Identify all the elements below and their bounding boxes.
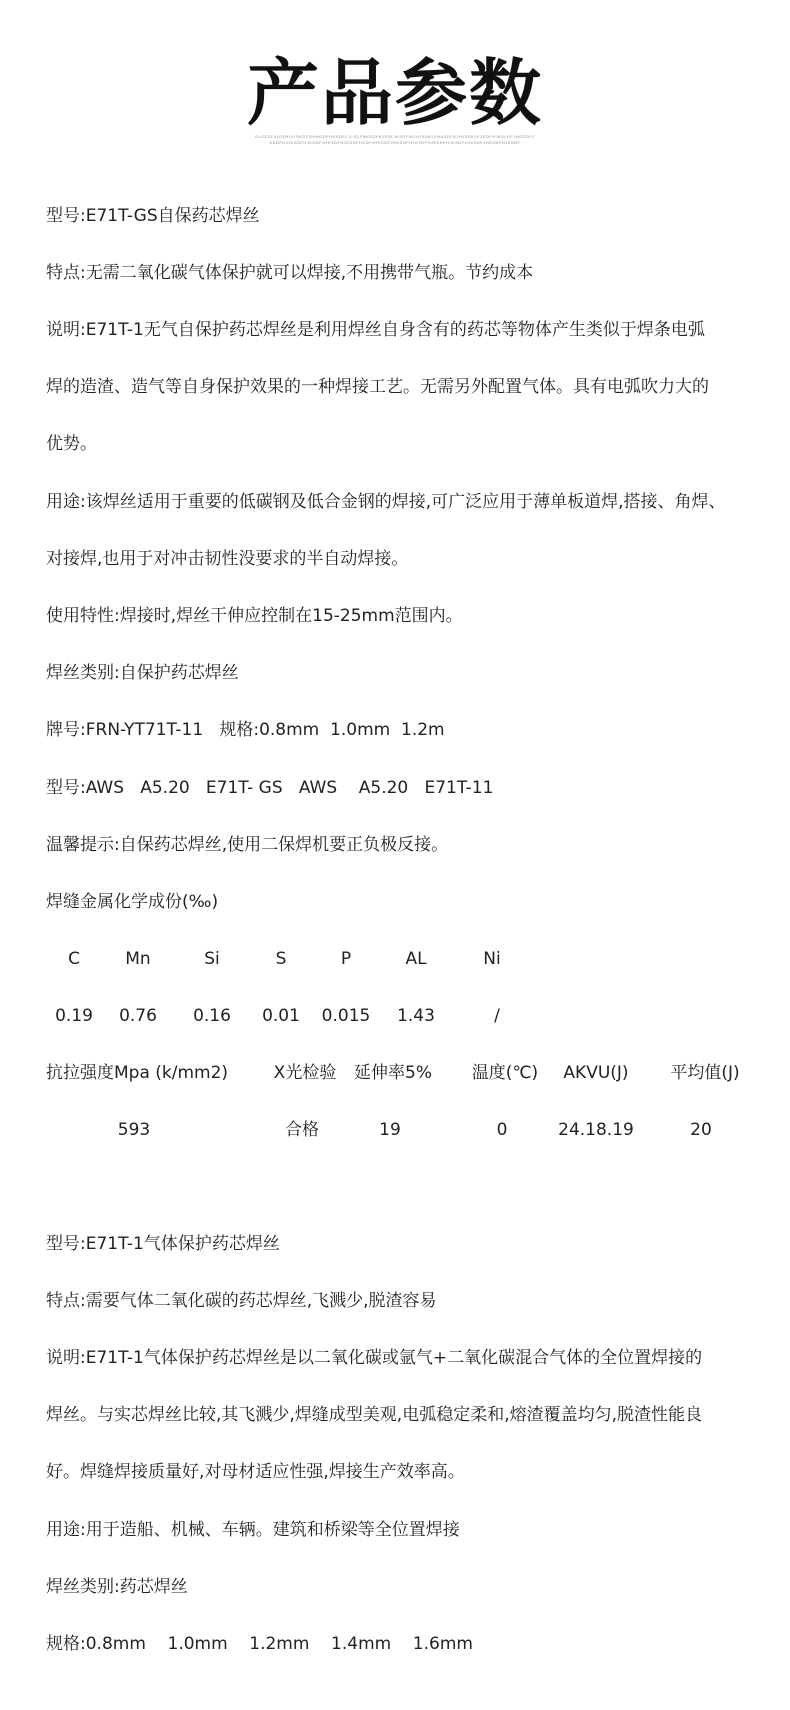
mech-header-cell: AKVU(J): [563, 1063, 629, 1083]
chem-header-cell: Si: [204, 949, 220, 969]
mech-value-cell: 0: [496, 1120, 508, 1140]
s2-description-line-2: 焊丝。与实芯焊丝比较,其飞溅少,焊缝成型美观,电弧稳定柔和,熔渣覆盖均匀,脱渣性能良: [46, 1405, 703, 1425]
mech-value-cell: 合格: [285, 1120, 319, 1140]
s1-type-line: 型号:AWS A5.20 E71T- GS AWS A5.20 E71T-11: [46, 778, 494, 798]
chem-header-cell: S: [275, 949, 287, 969]
chem-value-cell: 0.16: [193, 1006, 231, 1026]
s1-feature-line: 特点:无需二氧化碳气体保护就可以焊接,不用携带气瓶。节约成本: [46, 263, 534, 283]
chem-value-cell: /: [494, 1006, 500, 1026]
page-title: 产品参数: [246, 51, 543, 135]
s2-category-line: 焊丝类别:药芯焊丝: [46, 1577, 188, 1597]
s1-usage-line-1: 用途:该焊丝适用于重要的低碳钢及低合金钢的焊接,可广泛应用于薄单板道焊,搭接、角焊、: [46, 492, 726, 512]
mech-header-cell: 温度(℃): [471, 1063, 539, 1083]
s1-model-line: 型号:E71T-GS自保药芯焊丝: [46, 206, 260, 226]
s2-spec-line: 规格:0.8mm 1.0mm 1.2mm 1.4mm 1.6mm: [46, 1634, 473, 1654]
s1-chem-title: 焊缝金属化学成份(‰): [46, 892, 219, 912]
s1-usage-line-2: 对接焊,也用于对冲击韧性没要求的半自动焊接。: [46, 549, 409, 569]
mech-value-cell: 20: [690, 1120, 712, 1140]
s1-category-line: 焊丝类别:自保护药芯焊丝: [46, 663, 239, 683]
s2-feature-line: 特点:需要气体二氧化碳的药芯焊丝,飞溅少,脱渣容易: [46, 1291, 437, 1311]
s1-brand-spec-line: 牌号:FRN-YT71T-11 规格:0.8mm 1.0mm 1.2m: [46, 720, 445, 740]
mech-header-cell: X光检验: [273, 1063, 337, 1083]
s1-description-line-1: 说明:E71T-1无气自保护药芯焊丝是利用焊丝自身含有的药芯等物体产生类似于焊条电弧: [46, 320, 705, 340]
chem-header-cell: Ni: [483, 949, 501, 969]
mech-value-cell: 593: [117, 1120, 151, 1140]
chem-header-cell: C: [68, 949, 80, 969]
chem-value-cell: 0.76: [119, 1006, 157, 1026]
mech-value-cell: 19: [379, 1120, 401, 1140]
s1-tip-line: 温馨提示:自保药芯焊丝,使用二保焊机要正负极反接。: [46, 835, 449, 855]
mech-header-cell: 平均值(J): [670, 1063, 740, 1083]
s2-description-line-1: 说明:E71T-1气体保护药芯焊丝是以二氧化碳或氩气+二氧化碳混合气体的全位置焊接的: [46, 1348, 703, 1368]
decorative-subtitle: OLKESLIUOSHUGOKDFGHNGDFRKSDFLJLSDFNKSDFKJSDLJKSDFNGHJSDKLFNASDFKJHJSDKLFJSDFHJKSLDFJHGSDFJKSDFHJJKSDFHJKSDFJHKSDFHJKSDFHSDFJHKSDFJHKSDFHJKSDFHJKSDFHJKSDFHJKSDFJHKSDFHJKSDF: [255, 134, 535, 145]
chem-value-cell: 0.01: [262, 1006, 300, 1026]
mech-header-cell: 抗拉强度Mpa (k/mm2): [46, 1063, 229, 1083]
s1-characteristics-line: 使用特性:焊接时,焊丝干伸应控制在15-25mm范围内。: [46, 606, 463, 626]
chem-value-cell: 1.43: [397, 1006, 435, 1026]
chem-header-cell: Mn: [125, 949, 151, 969]
mech-header-cell: 延伸率5%: [354, 1063, 432, 1083]
mech-value-cell: 24.18.19: [558, 1120, 634, 1140]
s2-description-line-3: 好。焊缝焊接质量好,对母材适应性强,焊接生产效率高。: [46, 1462, 465, 1482]
s1-description-line-3: 优势。: [46, 434, 97, 454]
chem-value-cell: 0.19: [55, 1006, 93, 1026]
chem-header-cell: AL: [405, 949, 427, 969]
s1-description-line-2: 焊的造渣、造气等自身保护效果的一种焊接工艺。无需另外配置气体。具有电弧吹力大的: [46, 377, 709, 397]
chem-value-cell: 0.015: [321, 1006, 371, 1026]
chem-header-cell: P: [340, 949, 352, 969]
s2-usage-line: 用途:用于造船、机械、车辆。建筑和桥梁等全位置焊接: [46, 1520, 460, 1540]
s2-model-line: 型号:E71T-1气体保护药芯焊丝: [46, 1234, 280, 1254]
